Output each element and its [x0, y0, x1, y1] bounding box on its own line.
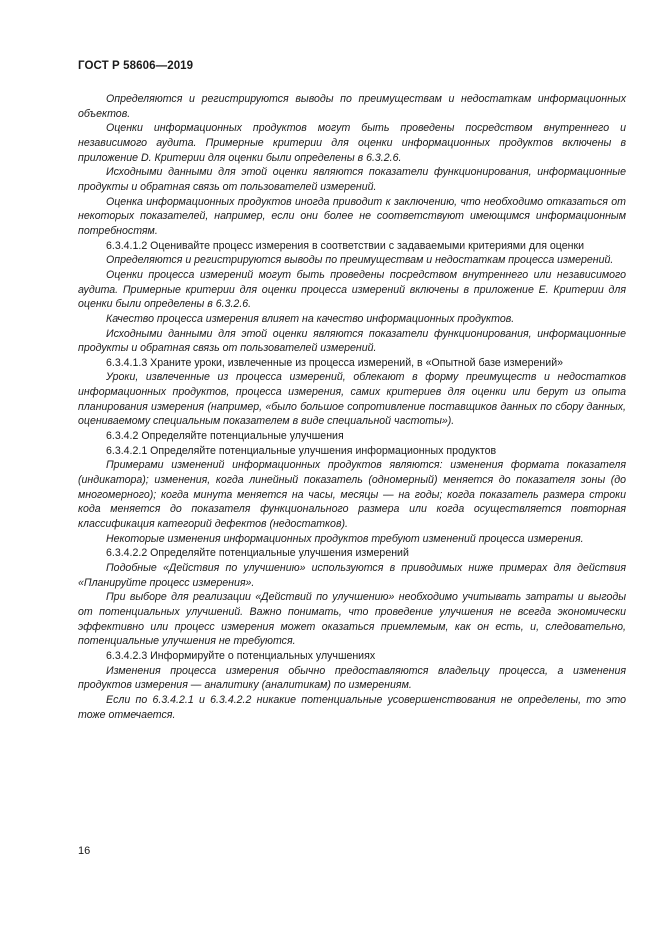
paragraph: При выборе для реализации «Действий по улучшению» необходимо учитывать затраты и выгоды от потенциальных улучшений. Важно понимать, что проведение улучшения не всегда экономически эффективно или процесс измерения может оказаться приемлемым, как он есть, и, следовательно, потенциальные улучшения не требуются. [78, 591, 626, 648]
paragraph: Исходными данными для этой оценки являются показатели функционирования, информационные продукты и обратная связь от пользователей измерений. [78, 327, 626, 355]
paragraph: Оценка информационных продуктов иногда приводит к заключению, что необходимо отказаться от некоторых показателей, например, если они более не соответствуют имеющимся информационным потребностям. [78, 195, 626, 237]
paragraph: Изменения процесса измерения обычно предоставляются владельцу процесса, а изменения продуктов измерения — аналитику (аналитикам) по измерениям. [78, 664, 626, 692]
paragraph: Определяются и регистрируются выводы по преимуществам и недостаткам информационных объектов. [78, 93, 626, 120]
page-number: 16 [78, 845, 91, 857]
clause-heading: 6.3.4.1.3 Храните уроки, извлеченные из процесса измерений, в «Опытной базе измерений» [106, 356, 564, 369]
paragraph: Примерами изменений информационных продуктов являются: изменения формата показателя (индикатора); изменения, когда линейный показатель (одномерный) меняется до показателя зоны (до многомерного); когда минута меняется на часы, месяцы — на годы; когда показатель размера строки кода меняется до показателя функционального размера или когда осуществляется повторная классификация категорий дефектов (недостатков). [78, 459, 626, 531]
paragraph: Уроки, извлеченные из процесса измерений, облекают в форму преимуществ и недостатков информационных продуктов, процесса измерения, самих критериев для оценки или берут из опыта планирования измерения (например, «было большое сопротивление поставщиков данных по сбору данных, оцениваемому специальным показателем в виде специальной частоты»). [78, 371, 626, 428]
clause-heading: 6.3.4.2.1 Определяйте потенциальные улучшения информационных продуктов [106, 444, 497, 457]
clause-heading: 6.3.4.2 Определяйте потенциальные улучшения [106, 430, 344, 443]
paragraph: Качество процесса измерения влияет на качество информационных продуктов. [106, 312, 515, 325]
paragraph: Определяются и регистрируются выводы по преимуществам и недостаткам процесса измерений. [106, 254, 614, 267]
paragraph: Оценки информационных продуктов могут быть проведены посредством внутреннего и независимого аудита. Примерные критерии для оценки информационных продуктов включены в приложение D. Критерии для оценки были определены в 6.3.2.6. [78, 122, 626, 164]
standard-header: ГОСТ Р 58606—2019 [78, 60, 194, 72]
clause-heading: 6.3.4.2.3 Информируйте о потенциальных улучшениях [106, 649, 376, 662]
clause-heading: 6.3.4.1.2 Оценивайте процесс измерения в соответствии с задаваемыми критериями для оценки [106, 239, 585, 252]
paragraph: Если по 6.3.4.2.1 и 6.3.4.2.2 никакие потенциальные усовершенствования не определены, то это тоже отмечается. [78, 693, 626, 721]
paragraph: Подобные «Действия по улучшению» используются в приводимых ниже примерах для действия «Планируйте процесс измерения». [78, 562, 626, 589]
paragraph: Исходными данными для этой оценки являются показатели функционирования, информационные продукты и обратная связь от пользователей измерений. [78, 166, 626, 193]
clause-heading: 6.3.4.2.2 Определяйте потенциальные улучшения измерений [106, 547, 409, 560]
paragraph: Некоторые изменения информационных продуктов требуют изменений процесса измерения. [106, 532, 584, 545]
body-text [78, 92, 626, 722]
paragraph: Оценки процесса измерений могут быть проведены посредством внутреннего или независимого аудита. Примерные критерии для оценки процесса измерений включены в приложение Е. Критерии для оценки были определены в 6.3.2.6. [78, 268, 626, 311]
